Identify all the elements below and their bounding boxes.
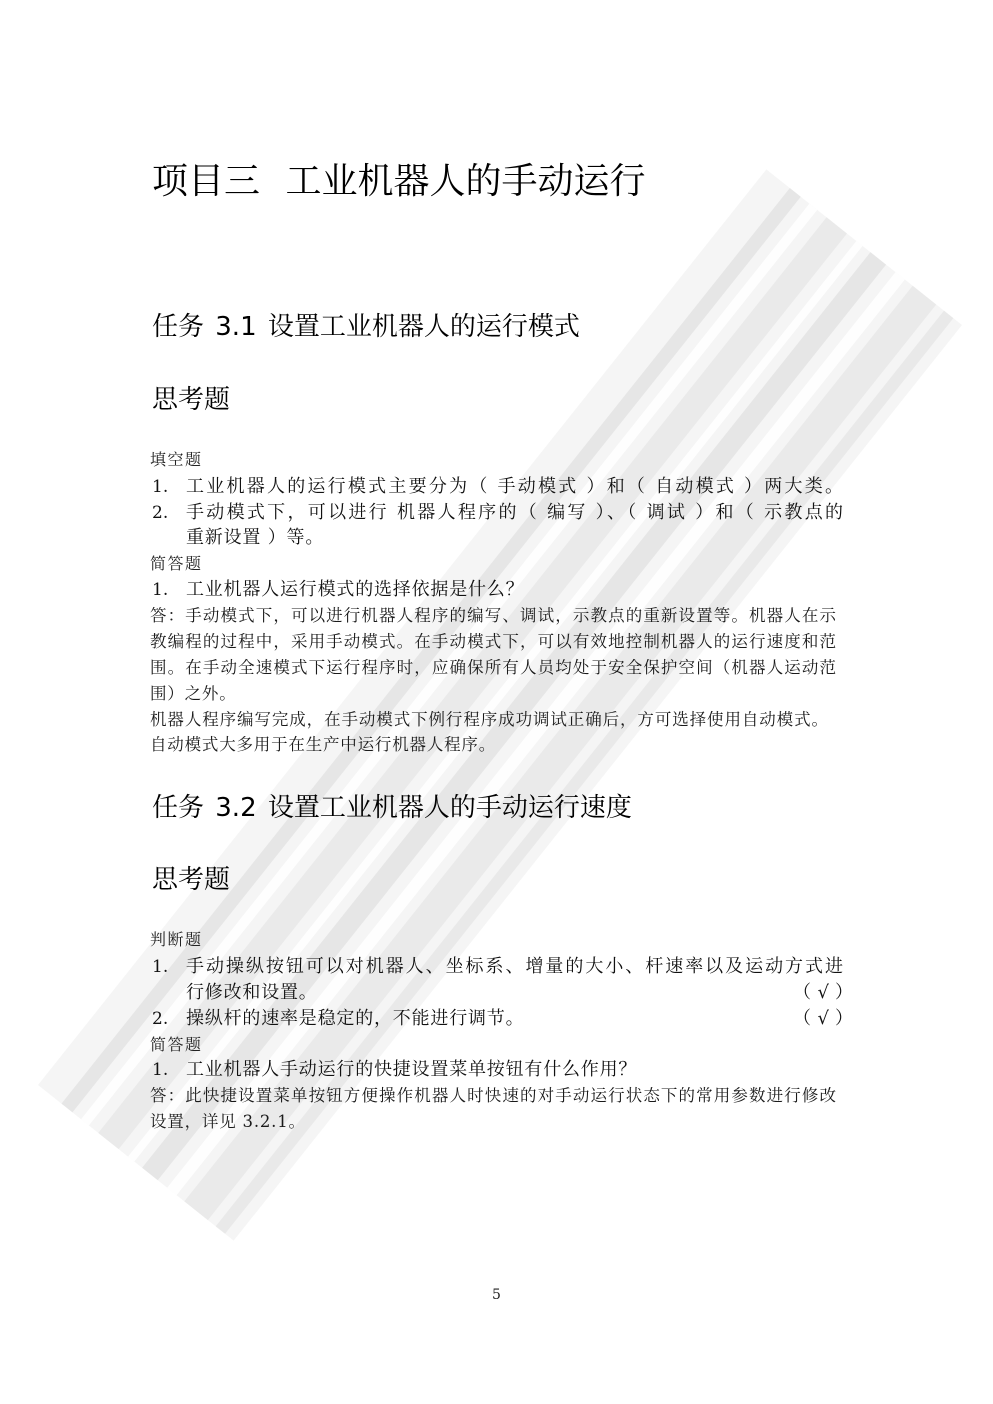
question-type-label: 判断题 xyxy=(150,930,203,949)
item-number: 2. xyxy=(152,503,169,523)
section-title: 思考题 xyxy=(152,865,231,895)
section-title: 思考题 xyxy=(152,385,231,415)
item-number: 1. xyxy=(152,957,169,977)
answer-line: 答：此快捷设置菜单按钮方便操作机器人时快速的对手动运行状态下的常用参数进行修改 xyxy=(150,1086,836,1105)
question-text: 工业机器人手动运行的快捷设置菜单按钮有什么作用？ xyxy=(186,1059,638,1080)
answer-line: 设置，详见 3.2.1。 xyxy=(150,1112,306,1131)
answer-line: 教编程的过程中，采用手动模式。在手动模式下，可以有效地控制机器人的运行速度和范 xyxy=(150,632,836,651)
project-title: 项目三 工业机器人的手动运行 xyxy=(152,161,646,202)
question-line: 重新设置 ）等。 xyxy=(186,527,325,548)
question-type-label: 填空题 xyxy=(150,450,203,469)
question-type-label: 简答题 xyxy=(150,554,203,573)
question-text: 工业机器人运行模式的选择依据是什么？ xyxy=(186,579,525,600)
task-heading: 任务 3.1 设置工业机器人的运行模式 xyxy=(152,312,580,342)
item-number: 1. xyxy=(152,1060,169,1080)
question-type-label: 简答题 xyxy=(150,1035,203,1054)
answer-line: 答：手动模式下，可以进行机器人程序的编写、调试，示教点的重新设置等。机器人在示 xyxy=(150,606,836,625)
answer-mark: （ √ ） xyxy=(793,982,853,1003)
question-line: 行修改和设置。 xyxy=(186,982,318,1003)
answer-line: 围。在手动全速模式下运行程序时，应确保所有人员均处于安全保护空间（机器人运动范 xyxy=(150,658,836,677)
item-number: 1. xyxy=(152,580,169,600)
page-number: 5 xyxy=(492,1287,501,1303)
question-line: 工业机器人的运行模式主要分为（ 手动模式 ）和（ 自动模式 ）两大类。 xyxy=(186,476,843,497)
question-line: 操纵杆的速率是稳定的，不能进行调节。 xyxy=(186,1008,525,1029)
question-line: 手动模式下，可以进行 机器人程序的（ 编写 ）、（ 调试 ）和（ 示教点的 xyxy=(186,502,843,523)
answer-mark: （ √ ） xyxy=(793,1008,853,1029)
item-number: 2. xyxy=(152,1009,169,1029)
answer-line: 围）之外。 xyxy=(150,684,237,703)
answer-line: 机器人程序编写完成，在手动模式下例行程序成功调试正确后，方可选择使用自动模式。 xyxy=(150,710,828,729)
item-number: 1. xyxy=(152,477,169,497)
question-line: 手动操纵按钮可以对机器人、坐标系、增量的大小、杆速率以及运动方式进 xyxy=(186,956,843,977)
answer-line: 自动模式大多用于在生产中运行机器人程序。 xyxy=(150,735,496,754)
task-heading: 任务 3.2 设置工业机器人的手动运行速度 xyxy=(152,793,632,823)
